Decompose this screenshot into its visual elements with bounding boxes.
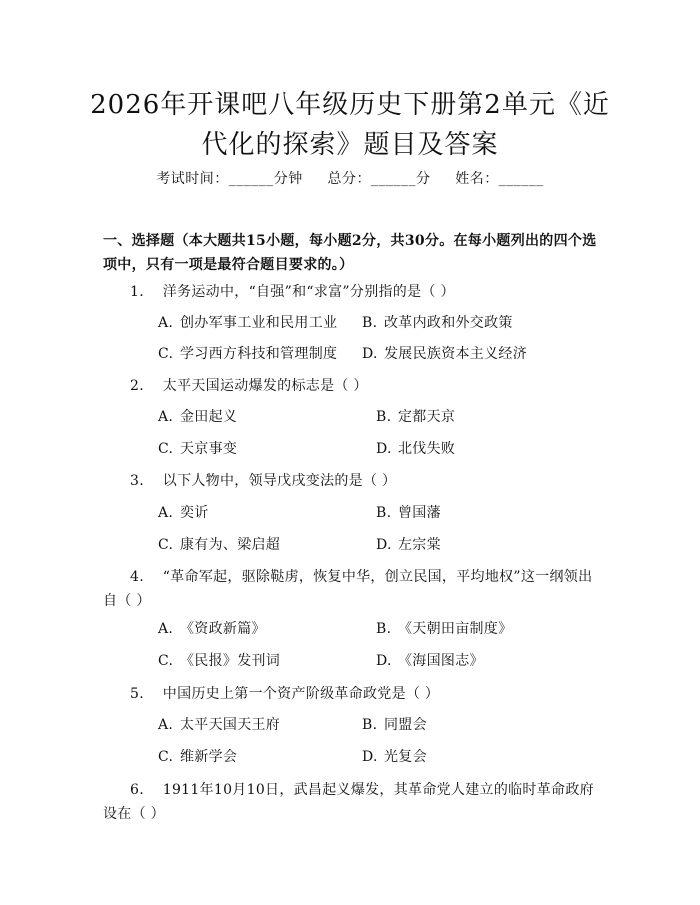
option-1d: D. 发展民族资本主义经济: [362, 346, 527, 362]
page-title-line1: 2026年开课吧八年级历史下册第2单元《近: [90, 90, 610, 120]
question-number: 4.: [130, 569, 144, 585]
question-4: [103, 565, 598, 613]
option-2a: A. 金田起义: [158, 409, 238, 425]
option-3a: A. 奕䜣: [158, 505, 209, 521]
question-6: [103, 778, 598, 826]
option-4c: C. 《民报》发刊词: [158, 653, 281, 669]
option-2d: D. 北伐失败: [376, 441, 456, 457]
option-5a: A. 太平天国天王府: [158, 717, 281, 733]
question-3: [103, 469, 598, 493]
option-3b: B. 曾国藩: [376, 505, 441, 521]
question-5: [103, 682, 598, 706]
question-text: 洋务运动中，“自强”和“求富”分别指的是（ ）: [162, 284, 455, 300]
question-1: [103, 280, 598, 304]
option-1b: B. 改革内政和外交政策: [362, 315, 513, 331]
question-text: “革命军起，驱除鞑虏，恢复中华，创立民国，平均地权”这一纲领出自（ ）: [103, 569, 593, 609]
exam-meta: 考试时间：______分钟 总分：______分 姓名：______: [156, 171, 544, 187]
question-2: [103, 374, 598, 398]
option-3d: D. 左宗棠: [376, 537, 441, 553]
question-text: 中国历史上第一个资产阶级革命政党是（ ）: [162, 686, 440, 702]
option-4b: B. 《天朝田亩制度》: [376, 621, 513, 637]
option-5c: C. 维新学会: [158, 749, 238, 765]
question-text: 以下人物中，领导戊戌变法的是（ ）: [162, 473, 397, 489]
option-2b: B. 定都天京: [376, 409, 456, 425]
question-number: 2.: [130, 378, 144, 394]
question-number: 6.: [130, 782, 144, 798]
option-1a: A. 创办军事工业和民用工业: [158, 315, 338, 331]
option-4d: D. 《海国图志》: [376, 653, 484, 669]
question-number: 1.: [130, 284, 144, 300]
question-number: 5.: [130, 686, 144, 702]
question-text: 1911年10月10日，武昌起义爆发，其革命党人建立的临时革命政府设在（ ）: [103, 782, 594, 822]
question-text: 太平天国运动爆发的标志是（ ）: [162, 378, 368, 394]
question-number: 3.: [130, 473, 144, 489]
option-3c: C. 康有为、梁启超: [158, 537, 281, 553]
option-4a: A. 《资政新篇》: [158, 621, 266, 637]
option-5d: D. 光复会: [362, 749, 427, 765]
option-5b: B. 同盟会: [362, 717, 427, 733]
option-2c: C. 天京事变: [158, 441, 238, 457]
section-heading: 一、选择题（本大题共15小题，每小题2分，共30分。在每小题列出的四个选项中，只有一项是最符合题目要求的。）: [103, 233, 597, 273]
page-title-line2: 代化的探索》题目及答案: [201, 130, 499, 160]
option-1c: C. 学习西方科技和管理制度: [158, 346, 338, 362]
